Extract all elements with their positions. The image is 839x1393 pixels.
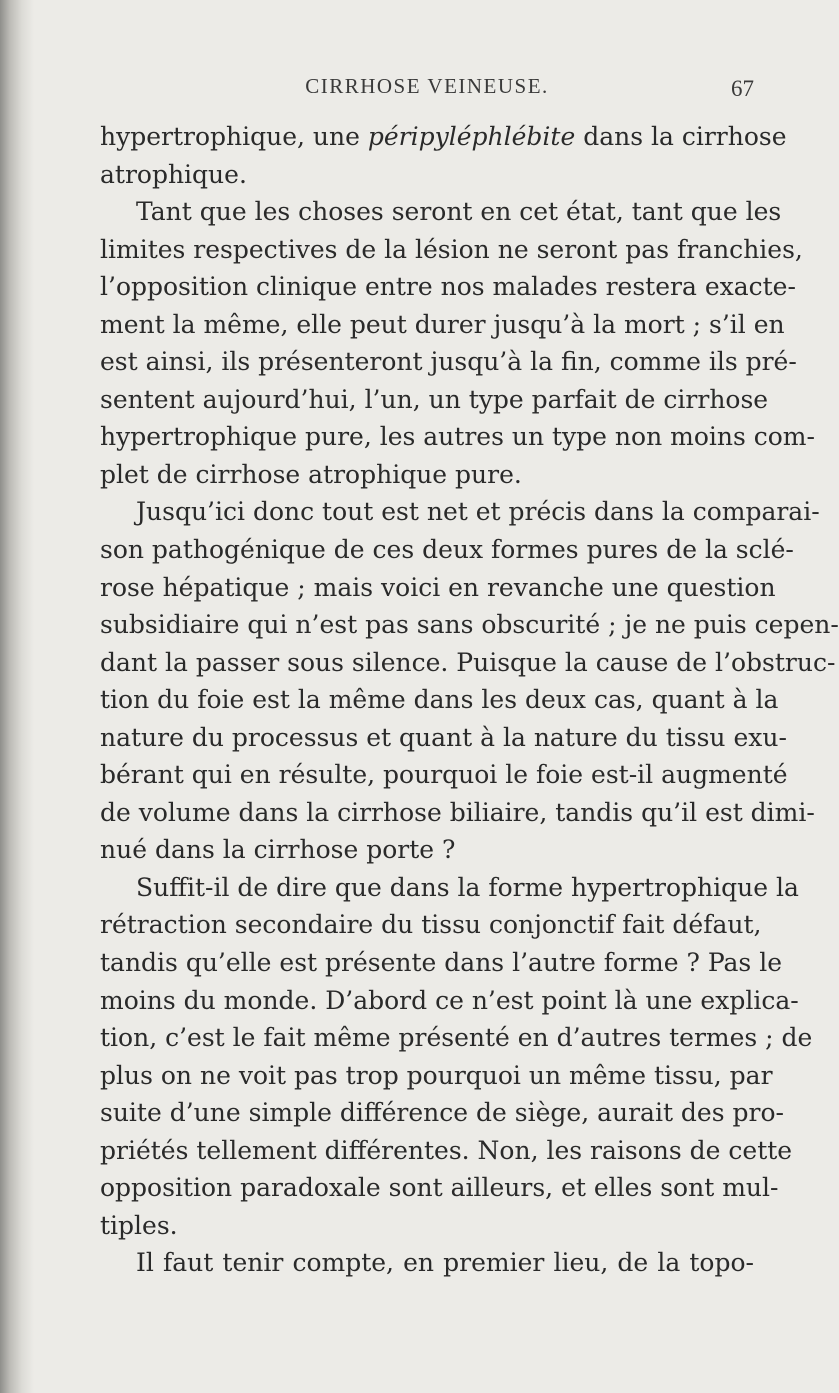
text-line: tion, c’est le fait même présenté en d’autres termes ; de bbox=[100, 1023, 813, 1053]
text-line: subsidiaire qui n’est pas sans obscurité ; je ne puis cepen- bbox=[100, 610, 839, 640]
page-number: 67 bbox=[731, 76, 754, 101]
text-line: suite d’une simple différence de siège, aurait des pro- bbox=[100, 1098, 784, 1128]
text-line: plus on ne voit pas trop pourquoi un même tissu, par bbox=[100, 1060, 773, 1090]
text-line: priétés tellement différentes. Non, les raisons de cette bbox=[100, 1135, 793, 1165]
text-line: Il faut tenir compte, en premier lieu, de la topo- bbox=[136, 1248, 754, 1278]
text-line: moins du monde. D’abord ce n’est point là une explica- bbox=[100, 985, 799, 1015]
text-line bbox=[100, 118, 787, 156]
text-line: est ainsi, ils présenteront jusqu’à la fin, comme ils pré- bbox=[100, 347, 797, 377]
text-line: hypertrophique pure, les autres un type non moins com- bbox=[100, 422, 815, 452]
italic-term: péripyléphlébite bbox=[367, 122, 576, 151]
text-line: ment la même, elle peut durer jusqu’à la mort ; s’il en bbox=[100, 309, 785, 339]
text-line: limites respectives de la lésion ne seront pas franchies, bbox=[100, 234, 803, 264]
text-line: rose hépatique ; mais voici en revanche une question bbox=[100, 572, 776, 602]
text-line: Suffit-il de dire que dans la forme hypertrophique la bbox=[136, 872, 799, 902]
text-line: rétraction secondaire du tissu conjonctif fait défaut, bbox=[100, 910, 762, 940]
text-line: bérant qui en résulte, pourquoi le foie est-il augmenté bbox=[100, 760, 788, 790]
text-line: de volume dans la cirrhose biliaire, tandis qu’il est dimi- bbox=[100, 797, 815, 827]
body-text bbox=[100, 118, 839, 1282]
text-run: dans la cirrhose bbox=[575, 122, 787, 151]
text-line: opposition paradoxale sont ailleurs, et elles sont mul- bbox=[100, 1173, 779, 1203]
text-line: nué dans la cirrhose porte ? bbox=[100, 835, 456, 865]
text-line: tiples. bbox=[100, 1210, 178, 1240]
text-line: tandis qu’elle est présente dans l’autre forme ? Pas le bbox=[100, 948, 782, 978]
text-line: Tant que les choses seront en cet état, tant que les bbox=[136, 197, 782, 227]
text-line: Jusqu’ici donc tout est net et précis dans la comparai- bbox=[136, 497, 820, 527]
running-head bbox=[100, 68, 754, 108]
text-line: son pathogénique de ces deux formes pures de la sclé- bbox=[100, 535, 794, 565]
text-line: sentent aujourd’hui, l’un, un type parfait de cirrhose bbox=[100, 384, 769, 414]
text-run: hypertrophique, une bbox=[100, 122, 368, 151]
text-line: plet de cirrhose atrophique pure. bbox=[100, 459, 522, 489]
text-line: atrophique. bbox=[100, 159, 247, 189]
text-line: tion du foie est la même dans les deux cas, quant à la bbox=[100, 685, 779, 715]
text-line: l’opposition clinique entre nos malades restera exacte- bbox=[100, 272, 796, 302]
text-line: dant la passer sous silence. Puisque la cause de l’obstruc- bbox=[100, 647, 836, 677]
header-title: CIRRHOSE VEINEUSE. bbox=[305, 74, 549, 98]
text-line: nature du processus et quant à la nature du tissu exu- bbox=[100, 722, 787, 752]
